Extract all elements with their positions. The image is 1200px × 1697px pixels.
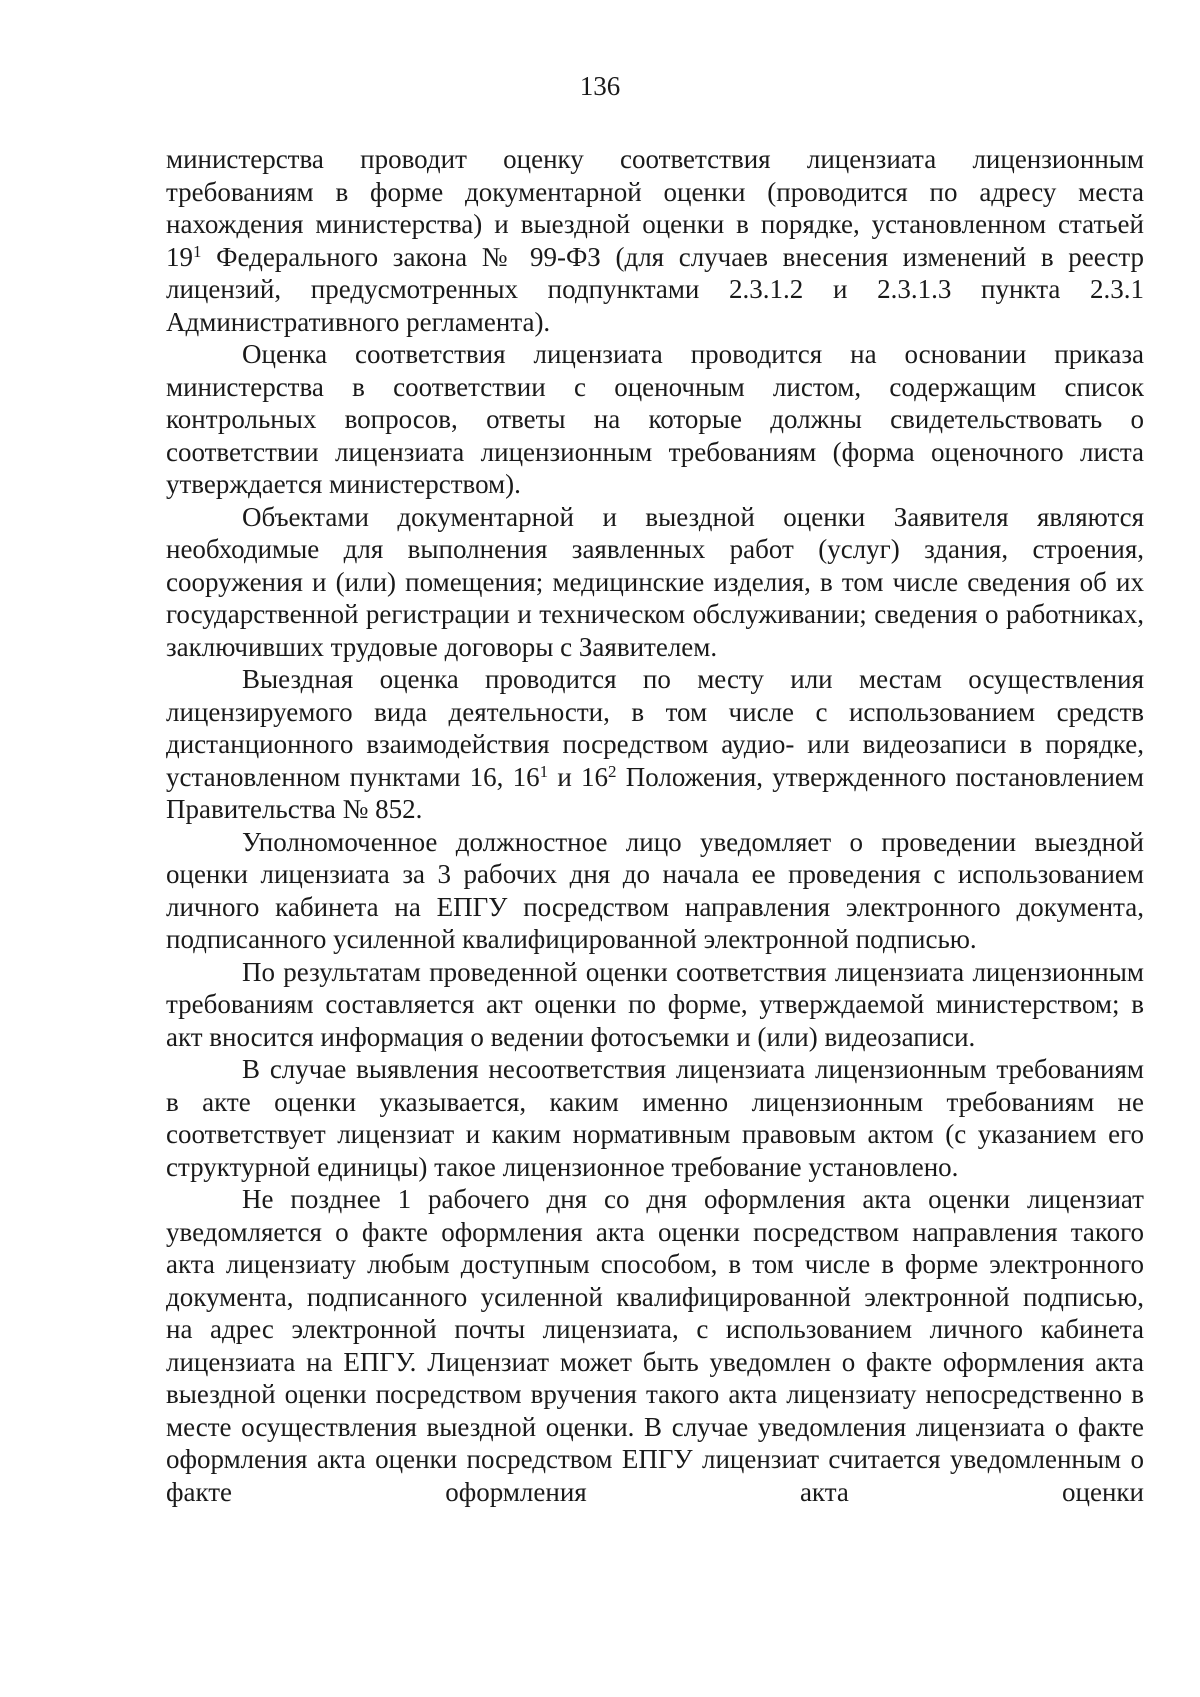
paragraph-evaluation-basis [166, 338, 1144, 501]
paragraph-notification [166, 826, 1144, 956]
text-run: Оценка соответствия лицензиата проводится на основании приказа министерства в соответствии с оценочным листом, содержащим список контрольных вопросов, ответы на которые должны свидетельствовать о соответствии лицензиата лицензионным требованиям (форма оценочного листа утверждается министерством). [166, 339, 1144, 499]
paragraph-act-notification [166, 1183, 1144, 1508]
superscript: 2 [607, 761, 617, 781]
text-run: Уполномоченное должностное лицо уведомляет о проведении выездной оценки лицензиата за 3 рабочих дня до начала ее проведения с использованием личного кабинета на ЕПГУ посредством направления электронного документа, подписанного усиленной квалифицированной электронной подписью. [166, 826, 1144, 954]
paragraph-evaluation-objects [166, 501, 1144, 664]
text-run: и 16 [548, 761, 608, 792]
superscript: 1 [539, 761, 549, 781]
page-number: 136 [579, 71, 621, 101]
text-run: Федерального закона № 99-ФЗ (для случаев внесения изменений в реестр лицензий, предусмотренных подпунктами 2.3.1.2 и 2.3.1.3 пункта 2.3.1 Административного регламента). [166, 241, 1144, 337]
paragraph-onsite-evaluation [166, 663, 1144, 826]
paragraph-continuation [166, 143, 1144, 338]
text-run: Объектами документарной и выездной оценки Заявителя являются необходимые для выполнения заявленных работ (услуг) здания, строения, сооружения и (или) помещения; медицинские изделия, в том числе сведения об их государственной регистрации и техническом обслуживании; сведения о работниках, заключивших трудовые договоры с Заявителем. [166, 501, 1144, 662]
text-run: Не позднее 1 рабочего дня со дня оформления акта оценки лицензиат уведомляется о факте оформления акта оценки посредством направления такого акта лицензиату любым доступным способом, в том числе в форме электронного документа, подписанного усиленной квалифицированной электронной подписью, на адрес электронной почты лицензиата, с использованием личного кабинета лицензиата на ЕПГУ. Лицензиат может быть уведомлен о факте оформления акта выездной оценки посредством вручения такого акта лицензиату непосредственно в месте осуществления выездной оценки. В случае уведомления лицензиата о факте оформления акта оценки посредством ЕПГУ лицензиат считается уведомленным о факте оформления акта оценки [166, 1184, 1144, 1507]
text-run: В случае выявления несоответствия лицензиата лицензионным требованиям в акте оценки указывается, каким именно лицензионным требованиям не соответствует лицензиат и каким нормативным правовым актом (с указанием его структурной единицы) такое лицензионное требование установлено. [166, 1054, 1144, 1182]
document-body [166, 143, 1144, 1508]
superscript: 1 [193, 241, 202, 261]
paragraph-nonconformity [166, 1053, 1144, 1183]
text-run: По результатам проведенной оценки соответствия лицензиата лицензионным требованиям составляется акт оценки по форме, утверждаемой министерством; в акт вносится информация о ведении фотосъемки и (или) видеозаписи. [166, 956, 1144, 1052]
paragraph-evaluation-act [166, 956, 1144, 1054]
text-run: министерства проводит оценку соответствия лицензиата лицензионным требованиям в форме документарной оценки (проводится по адресу места нахождения министерства) и выездной оценки в порядке, установленном статьей 19 [166, 144, 1144, 272]
text-run: Положения, утвержденного постановлением Правительства № 852. [166, 761, 1144, 824]
text-run: Выездная оценка проводится по месту или местам осуществления лицензируемого вида деятельности, в том числе с использованием средств дистанционного взаимодействия посредством аудио- или видеозаписи в порядке, установленном пунктами 16, 16 [166, 664, 1144, 792]
